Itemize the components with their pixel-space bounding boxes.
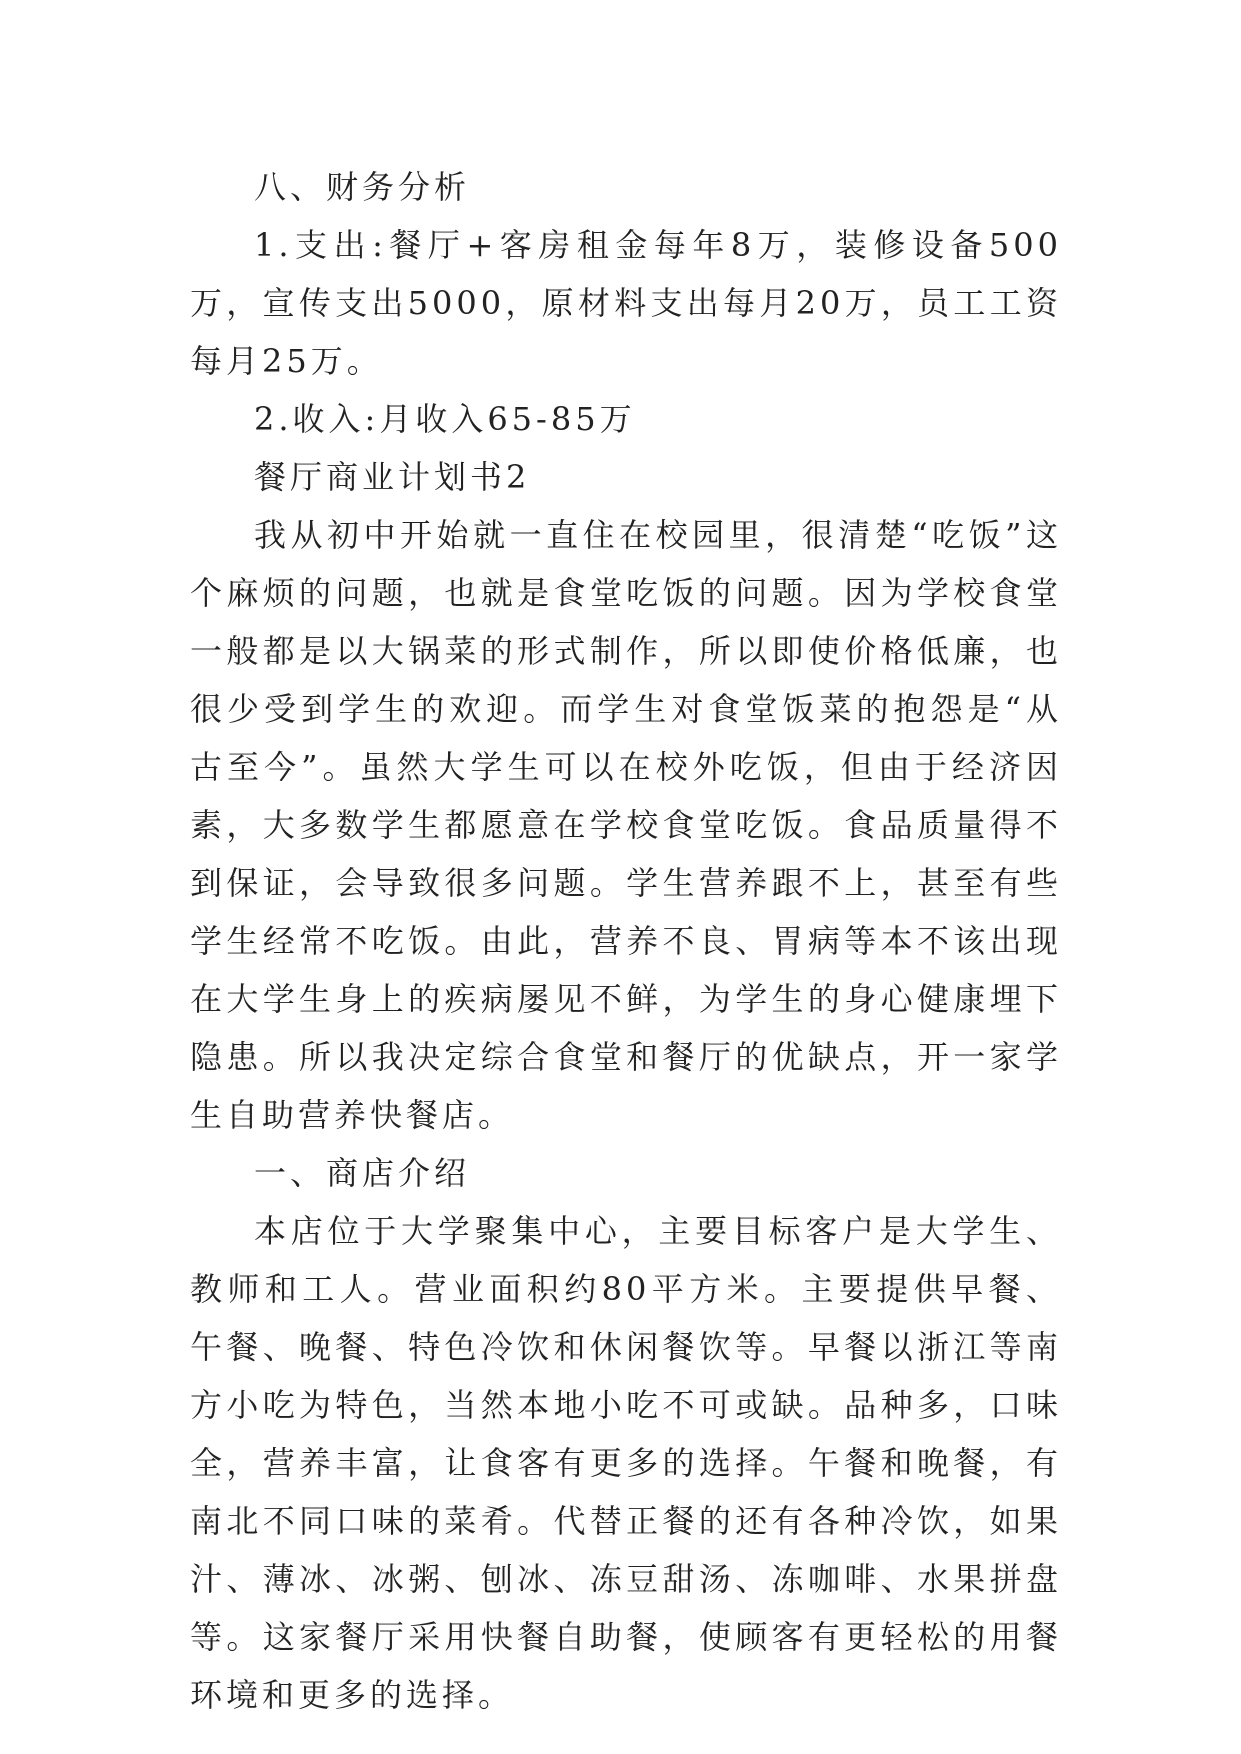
paragraph-background: 我从初中开始就一直住在校园里，很清楚“吃饭”这个麻烦的问题，也就是食堂吃饭的问题。因为学校食堂一般都是以大锅菜的形式制作，所以即使价格低廉，也很少受到学生的欢迎。而学生对食堂饭菜的抱怨是“从古至今”。虽然大学生可以在校外吃饭，但由于经济因素，大多数学生都愿意在学校食堂吃饭。食品质量得不到保证，会导致很多问题。学生营养跟不上，甚至有些学生经常不吃饭。由此，营养不良、胃病等本不该出现在大学生身上的疾病屡见不鲜，为学生的身心健康埋下隐患。所以我决定综合食堂和餐厅的优缺点，开一家学生自助营养快餐店。 bbox=[190, 516, 1062, 1134]
paragraph-store-intro: 本店位于大学聚集中心，主要目标客户是大学生、教师和工人。营业面积约80平方米。主要提供早餐、午餐、晚餐、特色冷饮和休闲餐饮等。早餐以浙江等南方小吃为特色，当然本地小吃不可或缺。品种多，口味全，营养丰富，让食客有更多的选择。午餐和晚餐，有南北不同口味的菜肴。代替正餐的还有各种冷饮，如果汁、薄冰、冰粥、刨冰、冻豆甜汤、冻咖啡、水果拼盘等。这家餐厅采用快餐自助餐，使顾客有更轻松的用餐环境和更多的选择。 bbox=[190, 1212, 1062, 1714]
paragraph-income: 2.收入:月收入65-85万 bbox=[254, 400, 636, 438]
section-heading-financial-analysis: 八、财务分析 bbox=[254, 168, 471, 206]
section-heading-store-intro: 一、商店介绍 bbox=[254, 1154, 471, 1192]
document-body bbox=[190, 158, 1062, 1724]
paragraph-expenses: 1.支出:餐厅+客房租金每年8万，装修设备500万，宣传支出5000，原材料支出每月20万，员工工资每月25万。 bbox=[190, 226, 1062, 380]
document-subtitle: 餐厅商业计划书2 bbox=[254, 458, 531, 496]
